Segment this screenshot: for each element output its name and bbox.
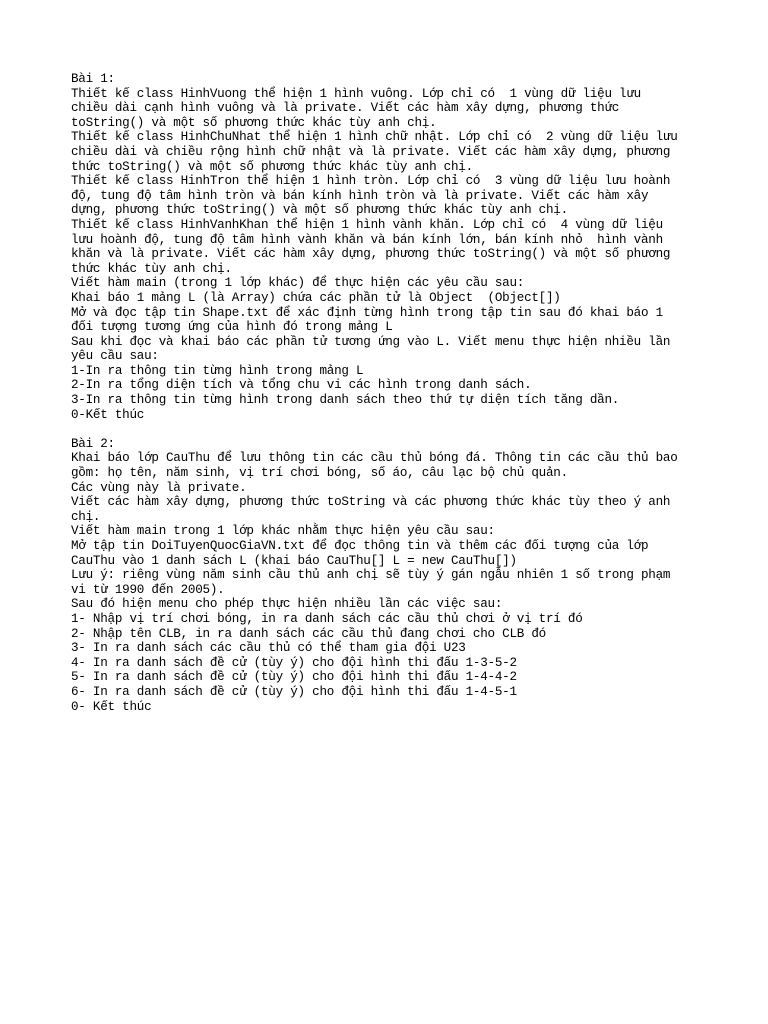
text-line: Các vùng này là private. bbox=[71, 480, 247, 495]
text-line: Lưu ý: riêng vùng năm sinh cầu thủ anh chị sẽ tùy ý gán ngẫu nhiên 1 số trong phạm bbox=[71, 568, 671, 583]
text-line: 0-Kết thúc bbox=[71, 407, 145, 422]
text-line: 4- In ra danh sách đề cử (tùy ý) cho đội hình thi đấu 1-3-5-2 bbox=[71, 655, 517, 670]
text-line: đối tượng tương ứng của hình đó trong mảng L bbox=[71, 320, 393, 335]
document-body bbox=[71, 72, 721, 714]
text-line: chiều dài và chiều rộng hình chữ nhật và là private. Viết các hàm xây dựng, phương bbox=[71, 144, 671, 159]
text-line: yêu cầu sau: bbox=[71, 349, 159, 364]
text-line bbox=[71, 422, 721, 437]
text-line: 2-In ra tổng diện tích và tổng chu vi các hình trong danh sách. bbox=[71, 378, 532, 393]
text-line: độ, tung độ tâm hình tròn và bán kính hình tròn và là private. Viết các hàm xây bbox=[71, 188, 649, 203]
text-line: Bài 2: bbox=[71, 436, 115, 451]
text-line: khăn và là private. Viết các hàm xây dựng, phương thức toString() và một số phương bbox=[71, 247, 671, 262]
text-line: Sau khi đọc và khai báo các phần tử tương ứng vào L. Viết menu thực hiện nhiều lần bbox=[71, 334, 671, 349]
text-line: Mở và đọc tập tin Shape.txt để xác định từng hình trong tập tin sau đó khai báo 1 bbox=[71, 305, 663, 320]
text-line: Khai báo 1 mảng L (là Array) chứa các phần tử là Object (Object[]) bbox=[71, 290, 561, 305]
text-line: thức khác tùy anh chị. bbox=[71, 261, 232, 276]
text-line: Thiết kế class HinhVuong thể hiện 1 hình vuông. Lớp chỉ có 1 vùng dữ liệu lưu bbox=[71, 86, 641, 101]
text-line: 1-In ra thông tin từng hình trong mảng L bbox=[71, 363, 364, 378]
text-line: dựng, phương thức toString() và một số phương thức khác tùy anh chị. bbox=[71, 203, 568, 218]
text-line: toString() và một số phương thức khác tùy anh chị. bbox=[71, 115, 437, 130]
text-line: 3-In ra thông tin từng hình trong danh sách theo thứ tự diện tích tăng dần. bbox=[71, 393, 620, 408]
text-line: lưu hoành độ, tung độ tâm hình vành khăn và bán kính lớn, bán kính nhỏ hình vành bbox=[71, 232, 663, 247]
text-line: Viết hàm main (trong 1 lớp khác) để thực hiện các yêu cầu sau: bbox=[71, 276, 525, 291]
text-line: Thiết kế class HinhTron thể hiện 1 hình tròn. Lớp chỉ có 3 vùng dữ liệu lưu hoành bbox=[71, 174, 671, 189]
text-line: Bài 1: bbox=[71, 72, 115, 86]
text-line: thức toString() và một số phương thức khác tùy anh chị. bbox=[71, 159, 473, 174]
text-line: 2- Nhập tên CLB, in ra danh sách các cầu thủ đang chơi cho CLB đó bbox=[71, 626, 546, 641]
text-line: CauThu vào 1 danh sách L (khai báo CauThu[] L = new CauThu[]) bbox=[71, 553, 517, 568]
text-line: 1- Nhập vị trí chơi bóng, in ra danh sách các cầu thủ chơi ở vị trí đó bbox=[71, 611, 583, 626]
text-line: 3- In ra danh sách các cầu thủ có thể tham gia đội U23 bbox=[71, 641, 466, 656]
text-line: chiều dài cạnh hình vuông và là private. Viết các hàm xây dựng, phương thức bbox=[71, 101, 620, 116]
text-line: chị. bbox=[71, 509, 101, 524]
text-line: vi từ 1990 đến 2005). bbox=[71, 582, 225, 597]
text-line: Viết hàm main trong 1 lớp khác nhằm thực hiện yêu cầu sau: bbox=[71, 524, 495, 539]
text-line: Viết các hàm xây dựng, phương thức toString và các phương thức khác tùy theo ý anh bbox=[71, 495, 671, 510]
text-line: 6- In ra danh sách đề cử (tùy ý) cho đội hình thi đấu 1-4-5-1 bbox=[71, 684, 517, 699]
text-line: 5- In ra danh sách đề cử (tùy ý) cho đội hình thi đấu 1-4-4-2 bbox=[71, 670, 517, 685]
text-line: Khai báo lớp CauThu để lưu thông tin các cầu thủ bóng đá. Thông tin các cầu thủ bao bbox=[71, 451, 678, 466]
text-line: Mở tập tin DoiTuyenQuocGiaVN.txt để đọc thông tin và thêm các đối tượng của lớp bbox=[71, 539, 649, 553]
text-line: gồm: họ tên, năm sinh, vị trí chơi bóng, số áo, câu lạc bộ chủ quản. bbox=[71, 466, 568, 481]
text-line: Thiết kế class HinhChuNhat thể hiện 1 hình chữ nhật. Lớp chỉ có 2 vùng dữ liệu lưu bbox=[71, 130, 678, 145]
text-line: 0- Kết thúc bbox=[71, 699, 152, 714]
text-line: Thiết kế class HinhVanhKhan thể hiện 1 hình vành khăn. Lớp chỉ có 4 vùng dữ liệu bbox=[71, 217, 663, 232]
text-line: Sau đó hiện menu cho phép thực hiện nhiều lần các việc sau: bbox=[71, 597, 503, 612]
